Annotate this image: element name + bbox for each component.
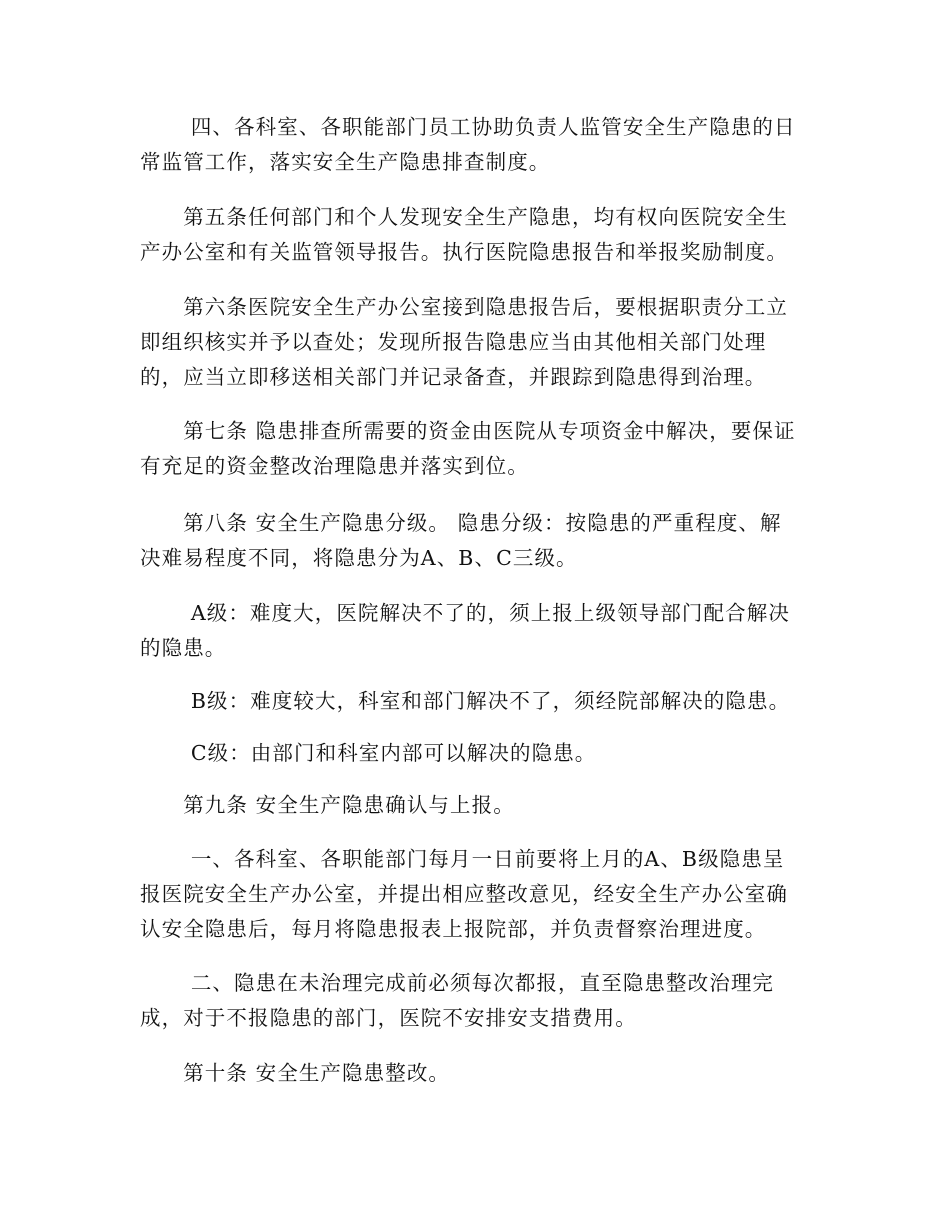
- text-line: 的隐患。: [140, 636, 227, 660]
- text-line: 第八条 安全生产隐患分级。 隐患分级：按隐患的严重程度、解: [140, 511, 782, 535]
- paragraph-article-9: [140, 788, 810, 823]
- text-line: 第七条 隐患排查所需要的资金由医院从专项资金中解决，要保证: [140, 419, 796, 443]
- text-line: 决难易程度不同，将隐患分为A、B、C三级。: [140, 546, 578, 570]
- text-line: 第九条 安全生产隐患确认与上报。: [140, 793, 515, 817]
- text-line: 即组织核实并予以查处；发现所报告隐患应当由其他相关部门处理: [140, 330, 767, 354]
- text-line: 二、隐患在未治理完成前必须每次都报，直至隐患整改治理完: [140, 971, 775, 995]
- text-line: B级：难度较大，科室和部门解决不了，须经院部解决的隐患。: [140, 689, 791, 713]
- text-line: C级：由部门和科室内部可以解决的隐患。: [140, 741, 597, 765]
- paragraph-article-5: [140, 200, 810, 270]
- paragraph-level-c: [140, 736, 810, 771]
- text-line: 有充足的资金整改治理隐患并落实到位。: [140, 454, 529, 478]
- text-line: 四、各科室、各职能部门员工协助负责人监管安全生产隐患的日: [140, 115, 796, 139]
- text-line: 产办公室和有关监管领导报告。执行医院隐患报告和举报奖励制度。: [140, 240, 788, 264]
- text-line: 一、各科室、各职能部门每月一日前要将上月的A、B级隐患呈: [140, 847, 785, 871]
- text-line: 第五条任何部门和个人发现安全生产隐患，均有权向医院安全生: [140, 205, 788, 229]
- paragraph-article-8: [140, 506, 810, 576]
- paragraph-level-b: [140, 684, 810, 719]
- text-line: 的，应当立即移送相关部门并记录备查，并跟踪到隐患得到治理。: [140, 365, 767, 389]
- text-line: 第六条医院安全生产办公室接到隐患报告后，要根据职责分工立: [140, 295, 788, 319]
- text-line: 常监管工作，落实安全生产隐患排查制度。: [140, 150, 551, 174]
- paragraph-item-1: [140, 842, 810, 947]
- text-line: 第十条 安全生产隐患整改。: [140, 1061, 451, 1085]
- text-line: 报医院安全生产办公室，并提出相应整改意见，经安全生产办公室确: [140, 882, 788, 906]
- text-line: 认安全隐患后，每月将隐患报表上报院部，并负责督察治理进度。: [140, 917, 767, 941]
- paragraph-item-4: [140, 110, 810, 180]
- paragraph-article-6: [140, 290, 810, 395]
- paragraph-item-2: [140, 966, 810, 1036]
- text-line: 成，对于不报隐患的部门，医院不安排安支措费用。: [140, 1006, 637, 1030]
- paragraph-article-7: [140, 414, 810, 484]
- paragraph-level-a: [140, 596, 810, 666]
- text-line: A级：难度大，医院解决不了的，须上报上级领导部门配合解决: [140, 601, 790, 625]
- paragraph-article-10: [140, 1056, 810, 1091]
